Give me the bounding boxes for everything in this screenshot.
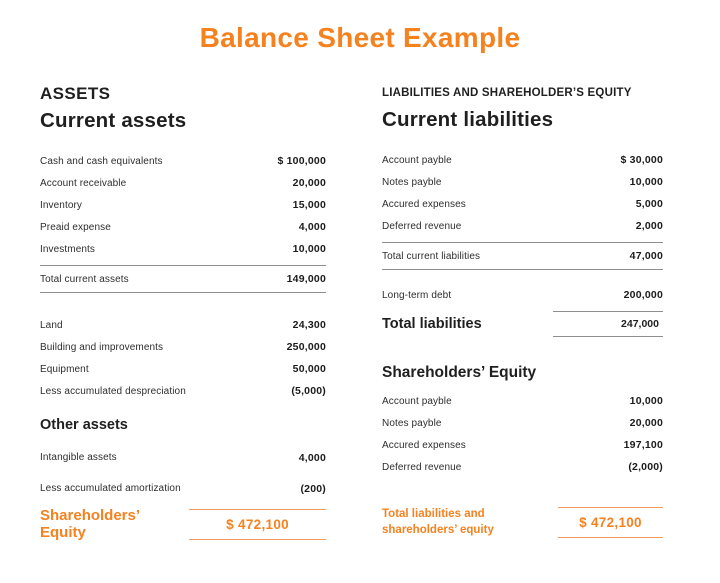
row-value: (200) (300, 482, 326, 495)
table-row (40, 380, 326, 402)
row-value: 15,000 (292, 199, 326, 211)
table-row (382, 149, 663, 171)
row-value: 10,000 (629, 176, 663, 188)
row-label: Notes payble (382, 176, 442, 188)
assets-column (40, 84, 326, 583)
row-value: 20,000 (629, 417, 663, 429)
footer-value: $ 472,100 (558, 507, 663, 538)
table-row (40, 336, 326, 358)
table-row (40, 216, 326, 238)
row-value: 197,100 (623, 439, 663, 451)
row-value: 47,000 (629, 250, 663, 262)
row-label: Deferred revenue (382, 461, 462, 473)
liabilities-footer-total (382, 507, 663, 538)
row-value: 10,000 (292, 243, 326, 255)
row-label: Investments (40, 243, 96, 255)
row-value: 20,000 (292, 177, 326, 189)
row-label: Total current assets (40, 273, 129, 285)
table-row (40, 150, 326, 172)
row-value: 250,000 (286, 341, 326, 353)
table-row (40, 473, 326, 504)
liabilities-column (382, 84, 663, 583)
total-row (382, 243, 663, 269)
row-value: 200,000 (623, 289, 663, 301)
row-label: Account payble (382, 154, 452, 166)
row-label: Intangible assets (40, 452, 117, 463)
table-row (382, 193, 663, 215)
row-label: Preaid expense (40, 221, 111, 233)
total-liabilities-label: Total liabilities (382, 316, 482, 332)
spacer (382, 270, 663, 284)
total-current-assets-band (40, 265, 326, 293)
row-label: Less accumulated amortization (40, 483, 181, 494)
current-assets-heading: Current assets (40, 109, 187, 132)
table-row (40, 442, 326, 473)
table-row (382, 456, 663, 478)
row-label: Inventory (40, 199, 83, 211)
shareholders-equity-heading: Shareholders’ Equity (382, 364, 537, 381)
spacer (40, 293, 326, 314)
row-label: Building and improvements (40, 341, 164, 353)
row-value: 4,000 (298, 451, 326, 464)
other-assets-heading: Other assets (40, 417, 128, 433)
table-row (40, 358, 326, 380)
row-label: Account payble (382, 395, 452, 407)
row-label: Accured expenses (382, 439, 466, 451)
table-row (382, 215, 663, 237)
table-row (40, 238, 326, 260)
table-row (40, 314, 326, 336)
liabilities-heading: LIABILITIES AND SHAREHOLDER’S EQUITY (382, 87, 632, 99)
row-value: $ 30,000 (620, 154, 663, 166)
row-value: 2,000 (635, 220, 663, 232)
footer-value: $ 472,100 (189, 509, 326, 540)
row-label: Total current liabilities (382, 250, 481, 262)
row-label: Cash and cash equivalents (40, 155, 163, 167)
row-value: 4,000 (298, 221, 326, 233)
footer-label: Shareholders’ Equity (40, 507, 140, 541)
table-row (382, 171, 663, 193)
row-label: Deferred revenue (382, 220, 462, 232)
row-label: Equipment (40, 363, 89, 375)
row-label: Less accumulated despreciation (40, 385, 186, 397)
table-row (382, 284, 663, 306)
total-liabilities-value: 247,000 (553, 311, 663, 337)
row-label: Land (40, 319, 63, 331)
table-row (40, 194, 326, 216)
row-value: 149,000 (286, 273, 326, 285)
row-value: $ 100,000 (277, 155, 326, 167)
total-row (40, 266, 326, 292)
row-label: Notes payble (382, 417, 442, 429)
page-title: Balance Sheet Example (199, 22, 521, 53)
row-value: (2,000) (628, 461, 663, 473)
row-value: 5,000 (635, 198, 663, 210)
row-value: (5,000) (291, 385, 326, 397)
row-value: 50,000 (292, 363, 326, 375)
total-current-liabilities-band (382, 242, 663, 270)
row-value: 10,000 (629, 395, 663, 407)
row-label: Account receivable (40, 177, 127, 189)
row-label: Accured expenses (382, 198, 466, 210)
table-row (40, 172, 326, 194)
row-value: 24,300 (292, 319, 326, 331)
table-row (382, 390, 663, 412)
total-liabilities-row (382, 311, 663, 337)
current-liabilities-heading: Current liabilities (382, 108, 554, 131)
table-row (382, 412, 663, 434)
row-label: Long-term debt (382, 289, 452, 301)
table-row (382, 434, 663, 456)
assets-heading: ASSETS (40, 84, 111, 103)
footer-label: Total liabilities and shareholders’ equity (382, 508, 494, 536)
assets-footer-total (40, 507, 326, 541)
